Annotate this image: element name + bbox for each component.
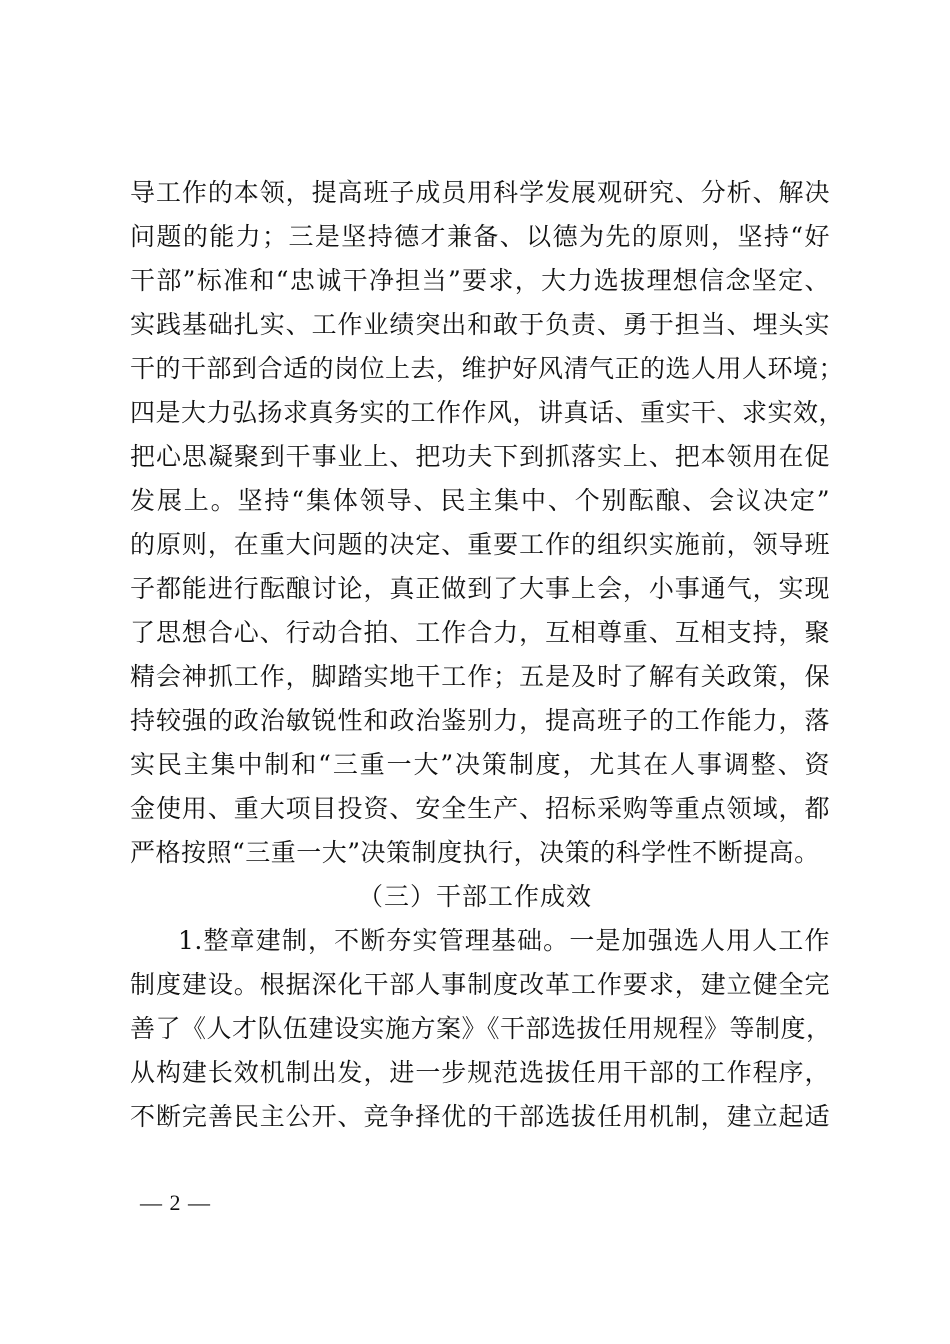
text-line: 金使用、重大项目投资、安全生产、招标采购等重点领域，都 — [130, 794, 830, 823]
text-line: 导工作的本领，提高班子成员用科学发展观研究、分析、解决 — [130, 178, 830, 207]
text-line: 问题的能力；三是坚持德才兼备、以德为先的原则，坚持“好 — [130, 222, 830, 251]
text-line: 把心思凝聚到干事业上、把功夫下到抓落实上、把本领用在促 — [130, 442, 830, 471]
text-line: 的原则，在重大问题的决定、重要工作的组织实施前，领导班 — [130, 530, 830, 559]
text-line: 不断完善民主公开、竞争择优的干部选拔任用机制，建立起适 — [130, 1102, 830, 1131]
text-line: 持较强的政治敏锐性和政治鉴别力，提高班子的工作能力，落 — [130, 706, 830, 735]
page-number: — 2 — — [140, 1190, 211, 1215]
text-line: 实践基础扎实、工作业绩突出和敢于负责、勇于担当、埋头实 — [130, 310, 830, 339]
text-line: 子都能进行酝酿讨论，真正做到了大事上会，小事通气，实现 — [130, 574, 830, 603]
text-line: 了思想合心、行动合拍、工作合力，互相尊重、互相支持，聚 — [130, 618, 830, 647]
text-line: 干部”标准和“忠诚干净担当”要求，大力选拔理想信念坚定、 — [130, 266, 830, 295]
text-line: 严格按照“三重一大”决策制度执行，决策的科学性不断提高。 — [130, 838, 820, 867]
text-line: 从构建长效机制出发，进一步规范选拔任用干部的工作程序， — [130, 1058, 830, 1087]
text-line: 四是大力弘扬求真务实的工作作风，讲真话、重实干、求实效， — [130, 398, 845, 427]
text-line: 干的干部到合适的岗位上去，维护好风清气正的选人用人环境； — [130, 354, 845, 383]
text-line: 善了《人才队伍建设实施方案》《干部选拔任用规程》等制度， — [130, 1014, 832, 1043]
text-line: 1.整章建制，不断夯实管理基础。一是加强选人用人工作 — [178, 926, 830, 955]
text-line: 制度建设。根据深化干部人事制度改革工作要求，建立健全完 — [130, 970, 830, 999]
section-heading: （三）干部工作成效 — [357, 882, 592, 911]
text-line: 精会神抓工作，脚踏实地干工作；五是及时了解有关政策，保 — [130, 662, 830, 691]
text-line: 实民主集中制和“三重一大”决策制度，尤其在人事调整、资 — [130, 750, 830, 779]
text-line: 发展上。坚持“集体领导、民主集中、个别酝酿、会议决定” — [130, 486, 830, 515]
